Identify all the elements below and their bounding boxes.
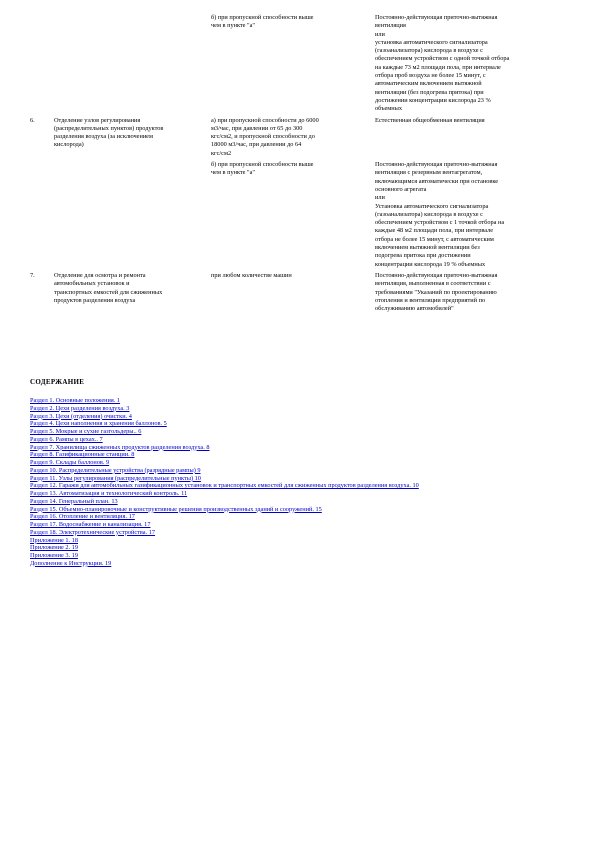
cell-line: Постоянно-действующая приточно-вытяжная (375, 161, 498, 169)
cell-line: вентиляции (без подогрева притока) при (375, 88, 484, 96)
ventilation-table (30, 14, 575, 316)
toc-link[interactable]: Раздел 16. Отопление и вентиляция. 17 (30, 513, 135, 521)
cell-line: чем в пункте "а" (211, 22, 255, 30)
cell-line: Постоянно-действующая приточно-вытяжная (375, 271, 498, 279)
ventilation-cell (375, 272, 575, 313)
cell-line: кгс/см2, и пропускной способности до (211, 133, 315, 141)
cell-line: обслуживанию автомобилей" (375, 305, 454, 313)
cell-line: кислорода) (54, 141, 84, 149)
cell-line: при любом количестве машин (211, 271, 292, 279)
cell-line: основного агрегата (375, 185, 427, 193)
room-name-cell (54, 117, 211, 150)
table-row (30, 14, 575, 114)
cell-line: требованиями "Указаний по проектированию (375, 288, 497, 296)
table-of-contents (30, 397, 575, 568)
cell-line: (распределительных пунктов) продуктов (54, 124, 164, 132)
toc-link[interactable]: Раздел 15. Объемно-планировочные и конструктивные решения производственных зданий и сооружений. 15 (30, 505, 322, 513)
cell-line: отопления и вентиляции предприятий по (375, 296, 486, 304)
toc-link[interactable]: Раздел 5. Мокрые и сухие газгольдеры.. 6 (30, 428, 142, 435)
cell-line: Отделение для осмотра и ремонта (54, 271, 146, 279)
cell-line: объемных (375, 105, 402, 113)
cell-line: включением вытяжной вентиляции без (375, 244, 480, 252)
toc-link[interactable]: Раздел 7. Хранилища сжиженных продуктов разделения воздуха. 8 (30, 443, 210, 451)
cell-line: Естественная общеобменная вентиляция (375, 116, 485, 124)
toc-link[interactable]: Раздел 1. Основные положения. 1 (30, 397, 121, 404)
cell-line: подогрева притока при достижении (375, 252, 471, 260)
cell-line: обеспечением устройством с одной точкой отбора (375, 55, 510, 63)
toc-link[interactable]: Раздел 11. Узлы регулирования (распределительные пункты) 10 (30, 474, 201, 482)
cell-line: транспортных емкостей для сжиженных (54, 288, 163, 296)
cell-line: Установка автоматического сигнализатора (375, 202, 489, 210)
cell-line: концентрации кислорода 19 % объемных (375, 260, 486, 268)
toc-link[interactable]: Раздел 4. Цехи наполнения и хранения баллонов. 5 (30, 420, 167, 428)
cell-line: Отделение узлов регулирования (54, 116, 141, 124)
row-gap (30, 313, 575, 316)
table-row (30, 117, 575, 158)
cell-line: отбора не более 15 минут, с автоматическим (375, 235, 494, 243)
toc-link[interactable]: Раздел 10. Распределительные устройства (разрядные рампы) 9 (30, 466, 201, 474)
toc-link[interactable]: Раздел 9. Склады баллонов. 9 (30, 459, 110, 466)
room-name-cell (54, 272, 211, 305)
toc-link[interactable]: Раздел 8. Газификационные станции. 8 (30, 451, 135, 459)
toc-link[interactable]: Раздел 14. Генеральный план. 13 (30, 497, 118, 505)
cell-line: автомобильных установок и (54, 280, 130, 288)
toc-link[interactable]: Приложение 1. 18 (30, 536, 78, 544)
cell-line: м3/час, при давлении от 65 до 300 (211, 124, 303, 132)
toc-link[interactable]: Приложение 3. 19 (30, 552, 78, 559)
capacity-cell (211, 272, 375, 280)
cell-line: каждые 48 м2 площади пола, при интервале (375, 227, 494, 235)
cell-line: разделения воздуха (за исключением (54, 133, 153, 141)
cell-line: достижении концентрации кислорода 23 % (375, 96, 491, 104)
capacity-cell (211, 161, 375, 178)
toc-link[interactable]: Раздел 12. Гаражи для автомобильных газификационных установок и транспортных емкостей для сжиженных продуктов разделения воздуха. 10 (30, 482, 419, 490)
cell-line: б) при пропускной способности выше (211, 161, 314, 169)
ventilation-cell (375, 117, 575, 125)
ventilation-cell (375, 161, 575, 269)
cell-line: а) при пропускной способности до 6000 (211, 116, 319, 124)
cell-line: (газоанализатора) кислорода в воздухе с (375, 47, 483, 55)
cell-line: автоматическим включением вытяжной (375, 80, 482, 88)
table-row (30, 161, 575, 269)
table-row (30, 272, 575, 313)
cell-line: вентиляция (375, 22, 406, 30)
toc-link[interactable]: Раздел 18. Электротехнические устройства. 17 (30, 528, 156, 536)
toc-link[interactable]: Приложение 2. 19 (30, 544, 78, 552)
cell-line: отбора проб воздуха не более 15 минут, с (375, 72, 486, 80)
row-number: 7. (30, 271, 35, 279)
toc-link[interactable]: Раздел 2. Цехи разделения воздуха. 3 (30, 404, 130, 412)
cell-line: вентиляция, выполненная в соответствии с (375, 280, 491, 288)
cell-line: б) при пропускной способности выше (211, 14, 314, 21)
cell-line: или (375, 30, 385, 38)
toc-link[interactable]: Дополнение к Инструкции. 19 (30, 559, 112, 567)
cell-line: (газоанализатора) кислорода в воздухе с (375, 210, 483, 218)
row-number: 6. (30, 116, 35, 124)
cell-line: на каждые 73 м2 площади пола, при интервале (375, 63, 501, 71)
cell-line: 18000 м3/час, при давлении до 64 (211, 141, 302, 149)
cell-line: продуктов разделения воздуха (54, 296, 136, 304)
cell-line: чем в пункте "а" (211, 169, 255, 177)
cell-line: или (375, 194, 385, 202)
toc-link[interactable]: Раздел 17. Водоснабжение и канализация. 17 (30, 521, 151, 528)
ventilation-cell (375, 14, 575, 114)
toc-link[interactable]: Раздел 3. Цехи (отделения) очистки. 4 (30, 412, 132, 420)
cell-line: обеспечением устройством с 1 точкой отбора на (375, 219, 505, 227)
cell-line: включающимся автоматически при остановке (375, 177, 499, 185)
toc-link[interactable]: Раздел 6. Рампы в цехах.. 7 (30, 435, 103, 443)
toc-title: СОДЕРЖАНИЕ (30, 378, 85, 386)
capacity-cell (211, 14, 375, 31)
toc-link[interactable]: Раздел 13. Автоматизация и технологический контроль. 11 (30, 490, 188, 497)
cell-line: Постоянно-действующая приточно-вытяжная (375, 14, 498, 21)
cell-line: установка автоматического сигнализатора (375, 38, 488, 46)
cell-line: кгс/см2 (211, 149, 232, 157)
capacity-cell (211, 117, 375, 158)
cell-line: вентиляция с резервным вентагрегатом, (375, 169, 483, 177)
